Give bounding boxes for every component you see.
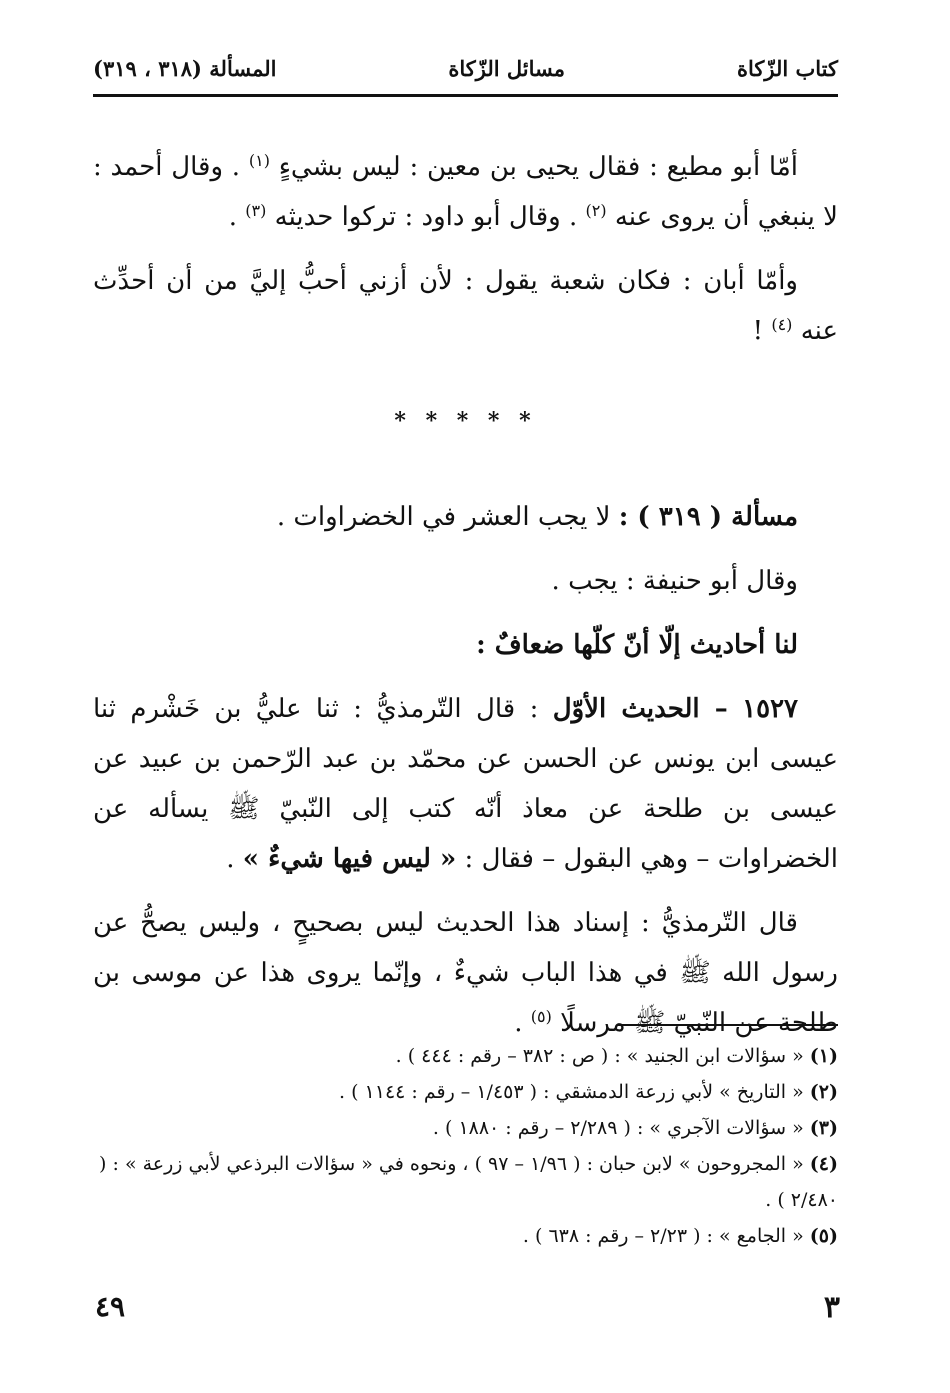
text-segment: . [228,202,238,232]
footnote-5 [93,1218,838,1254]
footnote-number: (٣) [809,1117,838,1139]
hadith-number: ١٥٢٧ [742,694,799,724]
footnote-number: (٤) [809,1153,838,1175]
paragraph-ahadith-intro: لنا أحاديث إلّا أنّ كلّها ضعافٌ : [476,630,798,660]
header-rule [93,94,838,97]
footnote-text: « المجروحون » لابن حبان : ( ١/٩٦ – ٩٧ ) ، ونحوه في « سؤالات البرذعي لأبي زرعة » : ( ٢/٤٨٠ ) . [99,1153,838,1211]
hadith-text: : قال التّرمذيُّ : ثنا عليُّ بن خَشْرم ثنا عيسى ابن يونس عن الحسن عن محمّد بن عبد الرّحمن بن عبيد عن عيسى بن طلحة عن معاذ أنّه كتب إلى النّبيّ ﷺ يسأله عن الخضراوات – وهي البقول – فقال : [93,694,838,874]
footnote-text: « التاريخ » لأبي زرعة الدمشقي : ( ١/٤٥٣ – رقم : ١١٤٤ ) . [339,1081,804,1103]
issue-heading [93,492,838,542]
text-segment: . [226,844,235,874]
header-issue-range: المسألة (٣١٨ ، ٣١٩) [93,55,277,81]
paragraph-aban [93,256,838,356]
footnote-text: « سؤالات الآجري » : ( ٢/٢٨٩ – رقم : ١٨٨٠ ) . [432,1117,804,1139]
footnote-rule [618,1024,838,1026]
text-segment: . [514,1008,523,1038]
volume-number: ٣ [823,1290,840,1325]
running-header [93,48,838,88]
footnotes [93,1038,838,1254]
header-book-title: كتاب الزّكاة [736,55,838,81]
text-segment: أمّا أبو مطيع : فقال يحيى بن معين : ليس بشيءٍ [278,152,799,182]
footnote-ref-3: (٣) [245,201,267,220]
hadith-1527 [93,684,838,884]
header-section-title: مسائل الزّكاة [448,55,566,81]
main-text [93,142,838,1048]
footnote-text: « سؤالات ابن الجنيد » : ( ص : ٣٨٢ – رقم : ٤٤٤ ) . [395,1045,804,1067]
footnote-ref-1: (١) [248,151,270,170]
footnote-number: (٥) [809,1225,838,1247]
section-separator: * * * * * [394,408,537,434]
footnote-ref-4: (٤) [771,315,793,334]
footnote-1 [93,1038,838,1074]
text-segment: وأمّا أبان : فكان شعبة يقول : لأن أزني أحبُّ إليَّ من أن أحدِّث عنه [93,266,838,346]
hadith-label: – الحديث الأوّل [552,694,728,724]
issue-number: مسألة ( ٣١٩ ) : [618,502,798,532]
text-segment: ! [752,316,764,346]
text-segment: . وقال أحمد : لا ينبغي أن يروى عنه [93,152,838,232]
issue-statement: لا يجب العشر في الخضراوات . [276,502,611,532]
footnote-3 [93,1110,838,1146]
paragraph-abu-hanifa: وقال أبو حنيفة : يجب . [551,566,798,596]
text-segment: . وقال أبو داود : تركوا حديثه [274,202,578,232]
footnote-number: (٢) [809,1081,838,1103]
footnote-number: (١) [809,1045,838,1067]
footnote-text: « الجامع » : ( ٢/٢٣ – رقم : ٦٣٨ ) . [522,1225,804,1247]
hadith-quote: « ليس فيها شيءٌ » [242,844,457,874]
footnote-ref-2: (٢) [585,201,607,220]
text-segment: قال التّرمذيُّ : إسناد هذا الحديث ليس بصحيحٍ ، وليس يصحُّ عن رسول الله ﷺ في هذا الباب شيءٌ ، وإنّما يروى هذا عن موسى بن طلحة عن النّبيّ ﷺ مرسلًا [93,908,838,1038]
footnote-ref-5: (٥) [530,1007,552,1026]
footnote-4 [93,1146,838,1218]
paragraph-abu-muti [93,142,838,242]
page-number: ٤٩ [95,1290,126,1323]
footnote-2 [93,1074,838,1110]
